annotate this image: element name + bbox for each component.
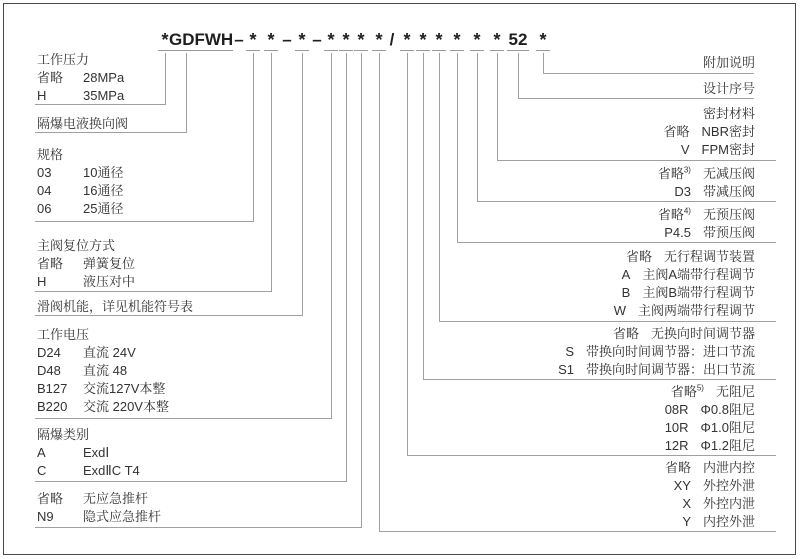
spec-code: 省略 bbox=[663, 124, 690, 139]
spec-desc: 无预压阀 bbox=[702, 207, 755, 222]
code-star-token: * bbox=[324, 30, 338, 51]
code-star-token: * bbox=[354, 30, 368, 51]
block-header-design-series-number: 设计序号 bbox=[702, 81, 755, 96]
spec-row bbox=[37, 398, 169, 416]
spec-desc: Φ1.2阻尼 bbox=[700, 438, 755, 453]
block-explosion-proof-class bbox=[37, 426, 140, 480]
spec-row bbox=[665, 401, 755, 419]
block-header-explosion-proof-class: 隔爆类别 bbox=[37, 427, 90, 442]
spec-desc: 交流 220V本整 bbox=[83, 399, 169, 414]
code-series-token: 52 bbox=[508, 30, 528, 49]
spec-row bbox=[37, 380, 169, 398]
block-header-working-pressure: 工作压力 bbox=[37, 52, 90, 67]
connector-horizontal-working-voltage bbox=[35, 418, 332, 419]
block-size bbox=[37, 146, 123, 218]
spec-row bbox=[665, 419, 755, 437]
footnote-marker: 3) bbox=[683, 165, 691, 175]
spec-desc: 隐式应急推杆 bbox=[83, 509, 162, 524]
spec-code: 省略 bbox=[625, 249, 652, 264]
spec-row bbox=[37, 164, 123, 182]
connector-vertical-working-voltage bbox=[331, 53, 332, 418]
code-star-token: * bbox=[490, 30, 504, 51]
block-header-valve-name: 隔爆电液换向阀 bbox=[37, 116, 129, 131]
connector-horizontal-emergency-push-rod bbox=[35, 527, 362, 528]
connector-horizontal-main-valve-reset-mode bbox=[35, 291, 272, 292]
spec-desc: 主阀两端带行程调节 bbox=[637, 303, 755, 318]
spec-code: 03 bbox=[37, 165, 52, 180]
spec-row bbox=[37, 69, 124, 87]
spec-code: 06 bbox=[37, 201, 52, 216]
code-model-token: GDFWH bbox=[169, 30, 234, 49]
code-star-token: * bbox=[400, 30, 414, 51]
code-separator-token: – bbox=[234, 30, 244, 49]
connector-vertical-design-series-number bbox=[518, 53, 519, 98]
code-star-token: * bbox=[158, 30, 172, 51]
connector-horizontal-preload-valve bbox=[457, 242, 776, 243]
spec-row bbox=[614, 302, 755, 320]
spec-row bbox=[558, 325, 755, 343]
block-header-working-voltage: 工作电压 bbox=[37, 327, 90, 342]
spec-row bbox=[658, 224, 755, 242]
connector-horizontal-orifice-damping bbox=[407, 455, 776, 456]
code-star-token: * bbox=[416, 30, 430, 51]
connector-vertical-explosion-proof-class bbox=[346, 53, 347, 481]
spec-code: 省略 bbox=[612, 326, 639, 341]
spec-code: A bbox=[621, 267, 631, 282]
connector-vertical-preload-valve bbox=[457, 53, 458, 242]
block-additional-note bbox=[703, 54, 755, 72]
connector-vertical-emergency-push-rod bbox=[361, 53, 362, 527]
spec-desc: 带减压阀 bbox=[702, 184, 755, 199]
block-header-spool-function: 滑阀机能，详见机能符号表 bbox=[37, 299, 194, 314]
spec-code: 08R bbox=[664, 402, 689, 417]
block-design-series-number bbox=[703, 80, 755, 98]
spec-desc: 交流127V本整 bbox=[83, 381, 166, 396]
spec-row bbox=[658, 165, 755, 183]
code-star-token: * bbox=[264, 30, 278, 51]
connector-horizontal-stroke-adjusting-device bbox=[439, 321, 776, 322]
spec-desc: 28MPa bbox=[83, 70, 125, 85]
spec-desc: 内泄内控 bbox=[702, 460, 755, 475]
spec-code: 省略 bbox=[37, 256, 64, 271]
connector-vertical-valve-name bbox=[186, 53, 187, 132]
connector-vertical-size bbox=[253, 53, 254, 221]
spec-code: V bbox=[680, 142, 690, 157]
connector-vertical-pressure-reducing-valve bbox=[477, 53, 478, 201]
connector-horizontal-pressure-reducing-valve bbox=[477, 201, 776, 202]
spec-desc: ExdⅠ bbox=[83, 445, 110, 460]
block-working-voltage bbox=[37, 326, 169, 416]
spec-desc: 无阻尼 bbox=[715, 384, 755, 399]
spec-row bbox=[37, 508, 161, 526]
code-star-token: * bbox=[246, 30, 260, 51]
connector-vertical-orifice-damping bbox=[407, 53, 408, 455]
spec-code: 省略$^{5)}$ bbox=[670, 383, 704, 399]
spec-desc: 主阀A端带行程调节 bbox=[642, 267, 755, 282]
spec-row bbox=[614, 284, 755, 302]
code-separator-token: – bbox=[312, 30, 322, 49]
connector-vertical-additional-note bbox=[543, 53, 544, 73]
spec-code: N9 bbox=[37, 509, 54, 524]
block-preload-valve bbox=[658, 206, 755, 242]
spec-desc: 带预压阀 bbox=[702, 225, 755, 240]
connector-horizontal-size bbox=[35, 221, 254, 222]
spec-code: X bbox=[682, 496, 691, 511]
spec-code: D48 bbox=[37, 363, 61, 378]
spec-row bbox=[37, 182, 123, 200]
code-star-token: * bbox=[432, 30, 446, 51]
spec-row bbox=[558, 343, 755, 361]
spec-row bbox=[664, 141, 755, 159]
code-star-token: * bbox=[536, 30, 550, 51]
spec-desc: 弹簧复位 bbox=[83, 256, 136, 271]
spec-desc: 35MPa bbox=[83, 88, 125, 103]
spec-row bbox=[665, 459, 755, 477]
spec-code: H bbox=[37, 274, 47, 289]
spec-code: S bbox=[565, 344, 574, 359]
spec-row bbox=[658, 206, 755, 224]
spec-row bbox=[37, 362, 169, 380]
spec-code: W bbox=[613, 303, 626, 318]
block-spool-function bbox=[37, 298, 193, 316]
spec-row bbox=[665, 513, 755, 531]
connector-vertical-switching-time-adjuster bbox=[423, 53, 424, 379]
spec-row bbox=[614, 248, 755, 266]
spec-desc: 直流 48 bbox=[83, 363, 128, 378]
code-separator-token: / bbox=[389, 30, 395, 49]
block-header-size: 规格 bbox=[37, 147, 64, 162]
block-switching-time-adjuster bbox=[558, 325, 755, 379]
code-star-token: * bbox=[470, 30, 484, 51]
spec-desc: ExdⅡC T4 bbox=[83, 463, 140, 478]
spec-desc: 16通径 bbox=[83, 183, 124, 198]
connector-horizontal-seal-material bbox=[497, 160, 776, 161]
connector-horizontal-drain-pilot-config bbox=[379, 531, 776, 532]
footnote-marker: 4) bbox=[683, 206, 691, 216]
spec-desc: 25通径 bbox=[83, 201, 124, 216]
spec-code: S1 bbox=[558, 362, 574, 377]
spec-desc: Φ1.0阻尼 bbox=[700, 420, 755, 435]
spec-code: D24 bbox=[37, 345, 61, 360]
spec-row bbox=[614, 266, 755, 284]
code-star-token: * bbox=[339, 30, 353, 51]
code-star-token: * bbox=[372, 30, 386, 51]
block-header-main-valve-reset-mode: 主阀复位方式 bbox=[37, 238, 116, 253]
spec-row bbox=[37, 200, 123, 218]
spec-desc: 直流 24V bbox=[83, 345, 136, 360]
spec-code: Y bbox=[682, 514, 691, 529]
connector-vertical-working-pressure bbox=[165, 53, 166, 104]
spec-desc: 带换向时间调节器：出口节流 bbox=[585, 362, 755, 377]
connector-horizontal-additional-note bbox=[543, 73, 754, 74]
connector-vertical-drain-pilot-config bbox=[379, 53, 380, 531]
spec-row bbox=[37, 87, 124, 105]
block-stroke-adjusting-device bbox=[614, 248, 755, 320]
block-valve-name bbox=[37, 115, 128, 133]
spec-row bbox=[37, 490, 161, 508]
footnote-marker: 5) bbox=[696, 383, 704, 393]
connector-horizontal-explosion-proof-class bbox=[35, 481, 347, 482]
spec-desc: 无应急推杆 bbox=[83, 491, 149, 506]
spec-desc: 外控内泄 bbox=[702, 496, 755, 511]
spec-code: 12R bbox=[664, 438, 689, 453]
block-header-additional-note: 附加说明 bbox=[702, 55, 755, 70]
spec-desc: 无行程调节装置 bbox=[663, 249, 755, 264]
connector-horizontal-switching-time-adjuster bbox=[423, 379, 776, 380]
spec-desc: 液压对中 bbox=[83, 274, 136, 289]
spec-code: B127 bbox=[37, 381, 68, 396]
spec-code: XY bbox=[673, 478, 691, 493]
spec-row bbox=[37, 462, 140, 480]
connector-vertical-spool-function bbox=[302, 53, 303, 315]
spec-code: B220 bbox=[37, 399, 68, 414]
spec-desc: FPM密封 bbox=[701, 142, 755, 157]
spec-desc: 内控外泄 bbox=[702, 514, 755, 529]
code-separator-token: – bbox=[282, 30, 292, 49]
spec-code: A bbox=[37, 445, 46, 460]
block-seal-material bbox=[664, 105, 755, 159]
spec-desc: 10通径 bbox=[83, 165, 124, 180]
block-orifice-damping bbox=[665, 383, 755, 455]
spec-code: 省略$^{3)}$ bbox=[657, 165, 691, 181]
spec-code: B bbox=[621, 285, 631, 300]
spec-row bbox=[658, 183, 755, 201]
connector-vertical-stroke-adjusting-device bbox=[439, 53, 440, 321]
code-star-token: * bbox=[295, 30, 309, 51]
spec-row bbox=[558, 361, 755, 379]
block-working-pressure bbox=[37, 51, 124, 105]
connector-vertical-main-valve-reset-mode bbox=[271, 53, 272, 291]
spec-code: 省略 bbox=[664, 460, 691, 475]
spec-desc: 主阀B端带行程调节 bbox=[642, 285, 755, 300]
spec-desc: 带换向时间调节器：进口节流 bbox=[585, 344, 755, 359]
spec-row bbox=[37, 344, 169, 362]
spec-row bbox=[665, 477, 755, 495]
spec-code: C bbox=[37, 463, 47, 478]
spec-desc: Φ0.8阻尼 bbox=[700, 402, 755, 417]
spec-row bbox=[665, 437, 755, 455]
spec-code: H bbox=[37, 88, 47, 103]
spec-row bbox=[37, 444, 140, 462]
block-header-seal-material: 密封材料 bbox=[702, 106, 755, 121]
spec-desc: NBR密封 bbox=[701, 124, 755, 139]
spec-row bbox=[665, 495, 755, 513]
spec-row bbox=[37, 255, 135, 273]
spec-code: 省略 bbox=[37, 70, 64, 85]
spec-desc: 无换向时间调节器 bbox=[650, 326, 755, 341]
connector-horizontal-design-series-number bbox=[518, 98, 754, 99]
spec-code: 省略 bbox=[37, 491, 64, 506]
spec-code: 10R bbox=[664, 420, 689, 435]
block-main-valve-reset-mode bbox=[37, 237, 135, 291]
spec-row bbox=[665, 383, 755, 401]
block-emergency-push-rod bbox=[37, 490, 161, 526]
spec-desc: 外控外泄 bbox=[702, 478, 755, 493]
spec-row bbox=[664, 123, 755, 141]
spec-code: 省略$^{4)}$ bbox=[657, 206, 691, 222]
connector-vertical-seal-material bbox=[497, 53, 498, 160]
spec-code: P4.5 bbox=[664, 225, 691, 240]
spec-code: 04 bbox=[37, 183, 52, 198]
spec-code: D3 bbox=[674, 184, 691, 199]
block-pressure-reducing-valve bbox=[658, 165, 755, 201]
spec-desc: 无减压阀 bbox=[702, 166, 755, 181]
spec-row bbox=[37, 273, 135, 291]
block-drain-pilot-config bbox=[665, 459, 755, 531]
code-star-token: * bbox=[450, 30, 464, 51]
